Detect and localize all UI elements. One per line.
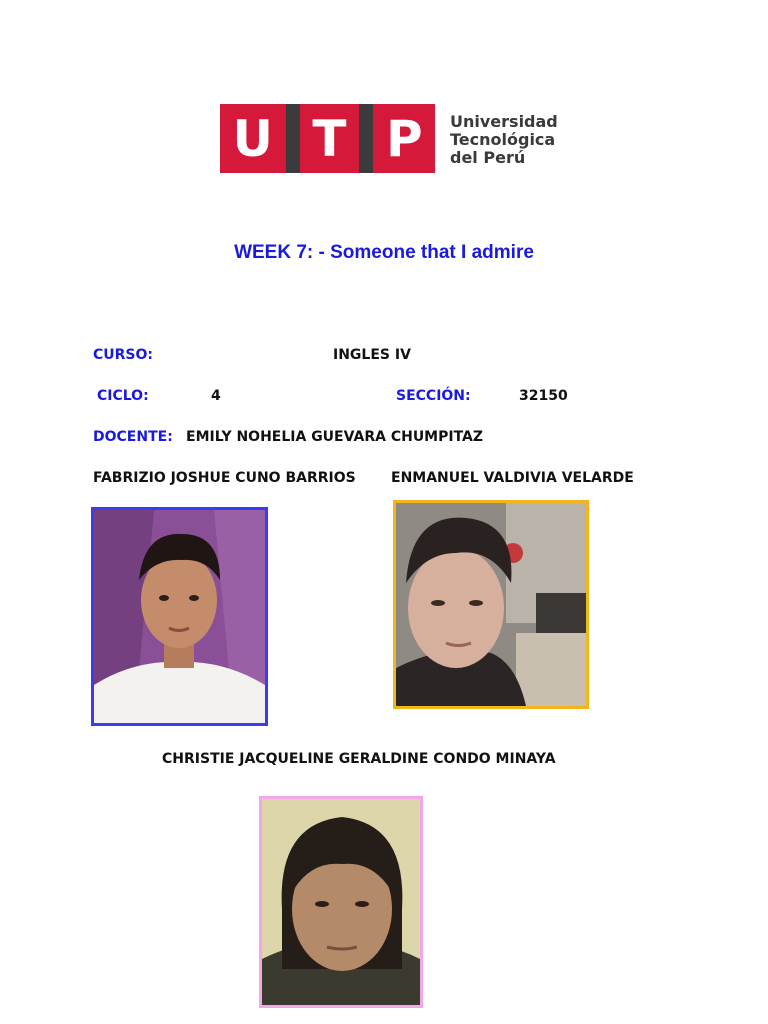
logo-separator bbox=[359, 104, 373, 173]
student-name-2: ENMANUEL VALDIVIA VELARDE bbox=[391, 470, 634, 486]
logo-letter-u: U bbox=[232, 109, 273, 168]
curso-label: CURSO: bbox=[93, 347, 154, 363]
university-name bbox=[450, 113, 558, 167]
docente-label: DOCENTE: bbox=[93, 429, 173, 445]
logo-separator bbox=[286, 104, 300, 173]
student-photo-3 bbox=[259, 796, 423, 1008]
portrait-illustration bbox=[396, 503, 586, 706]
student-photo-1 bbox=[91, 507, 268, 726]
student-name-1: FABRIZIO JOSHUE CUNO BARRIOS bbox=[93, 470, 356, 486]
page-title: WEEK 7: - Someone that I admire bbox=[234, 242, 534, 263]
university-name-line: del Perú bbox=[450, 148, 526, 167]
curso-value: INGLES IV bbox=[333, 347, 411, 363]
docente-value: EMILY NOHELIA GUEVARA CHUMPITAZ bbox=[186, 429, 484, 445]
logo-letter-t: T bbox=[312, 109, 347, 168]
ciclo-value: 4 bbox=[211, 388, 221, 404]
portrait-illustration bbox=[94, 510, 265, 723]
university-name-line: Universidad bbox=[450, 112, 558, 131]
logo-letter-p: P bbox=[385, 109, 423, 168]
seccion-value: 32150 bbox=[519, 388, 568, 404]
utp-logo bbox=[220, 104, 435, 173]
university-name-line: Tecnológica bbox=[450, 130, 556, 149]
student-photo-2 bbox=[393, 500, 589, 709]
seccion-label: SECCIÓN: bbox=[396, 388, 471, 404]
student-name-3: CHRISTIE JACQUELINE GERALDINE CONDO MINAYA bbox=[162, 751, 556, 767]
ciclo-label: CICLO: bbox=[97, 388, 149, 404]
portrait-illustration bbox=[262, 799, 420, 1005]
